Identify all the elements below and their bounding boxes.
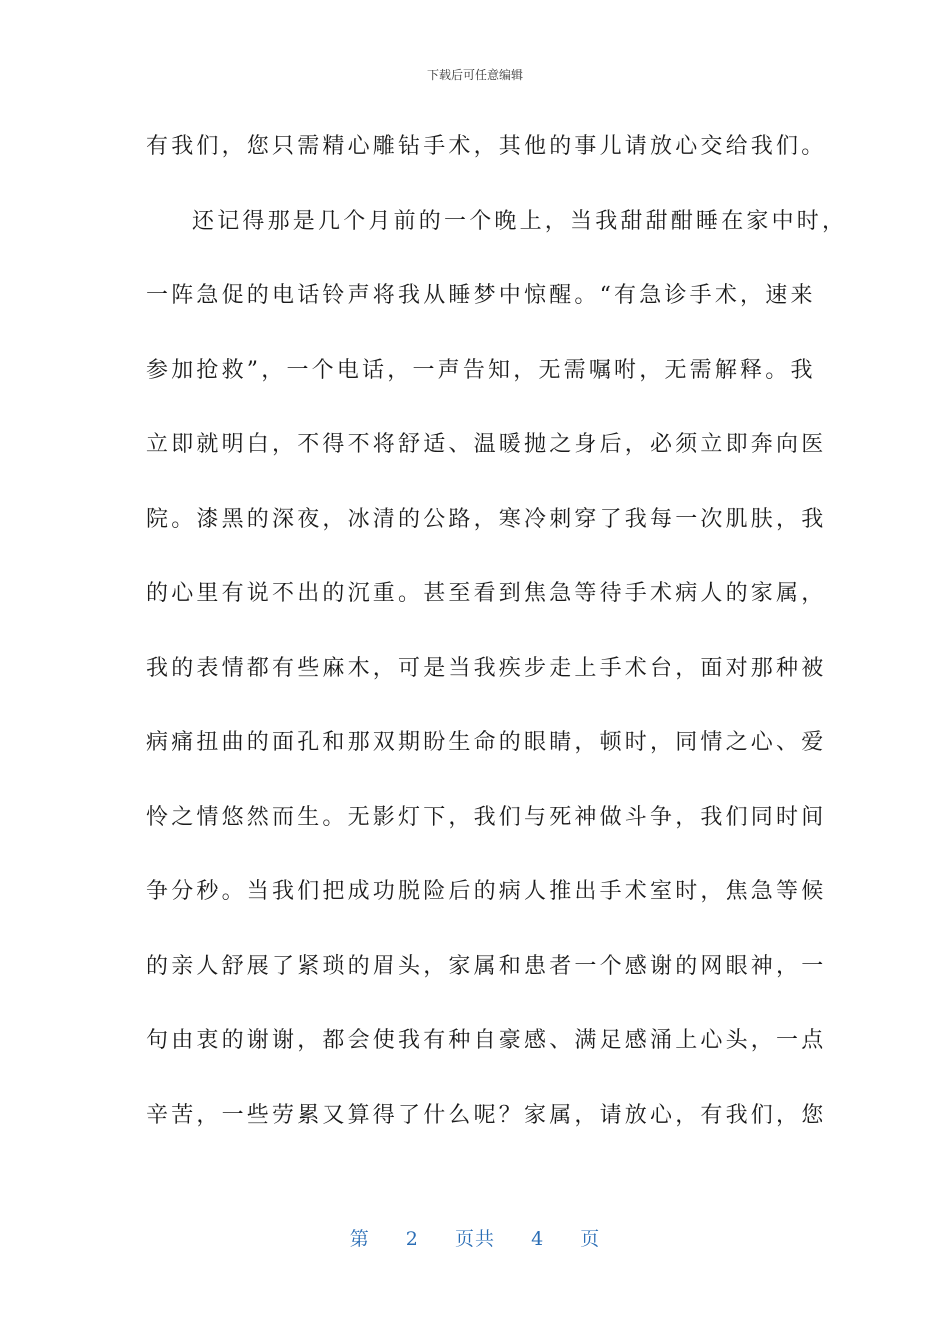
paragraph-line: 争分秒。当我们把成功脱险后的病人推出手术室时，焦急等候	[146, 879, 827, 904]
paragraph-line: 句由衷的谢谢，都会使我有种自豪感、满足感涌上心头，一点	[146, 1028, 827, 1053]
current-page-number: 2	[405, 1228, 419, 1250]
paragraph-line: 院。漆黑的深夜，冰清的公路，寒冷刺穿了我每一次肌肤，我	[146, 506, 827, 532]
paragraph-line: 还记得那是几个月前的一个晚上，当我甜甜酣睡在家中时，	[192, 208, 848, 234]
page-suffix: 页	[580, 1228, 601, 1250]
paragraph-line: 我的表情都有些麻木，可是当我疾步走上手术台，面对那种被	[146, 655, 827, 681]
page-footer	[0, 1226, 950, 1252]
paragraph-line: 的心里有说不出的沉重。甚至看到焦急等待手术病人的家属，	[146, 581, 827, 606]
page-prefix: 第	[349, 1228, 370, 1250]
total-pages-number: 4	[531, 1228, 545, 1250]
paragraph-line: 的亲人舒展了紧琐的眉头，家属和患者一个感谢的网眼神，一	[146, 953, 827, 979]
paragraph-line: 参加抢救”，一个电话，一声告知，无需嘱咐，无需解释。我	[146, 357, 816, 383]
page-header-note: 下载后可任意编辑	[426, 68, 523, 82]
document-body	[146, 124, 848, 1167]
paragraph-line: 有我们，您只需精心雕钻手术，其他的事儿请放心交给我们。	[146, 134, 827, 159]
paragraph-line: 病痛扭曲的面孔和那双期盼生命的眼睛，顿时，同情之心、爱	[146, 730, 827, 755]
paragraph-line: 辛苦，一些劳累又算得了什么呢？家属，请放心，有我们，您	[146, 1102, 827, 1128]
paragraph-line: 立即就明白，不得不将舒适、温暖抛之身后，必须立即奔向医	[146, 432, 827, 457]
paragraph-line: 一阵急促的电话铃声将我从睡梦中惊醒。“有急诊手术，速来	[146, 283, 816, 308]
paragraph-line: 怜之情悠然而生。无影灯下，我们与死神做斗争，我们同时间	[146, 804, 827, 830]
page-middle-label: 页共	[454, 1228, 495, 1250]
